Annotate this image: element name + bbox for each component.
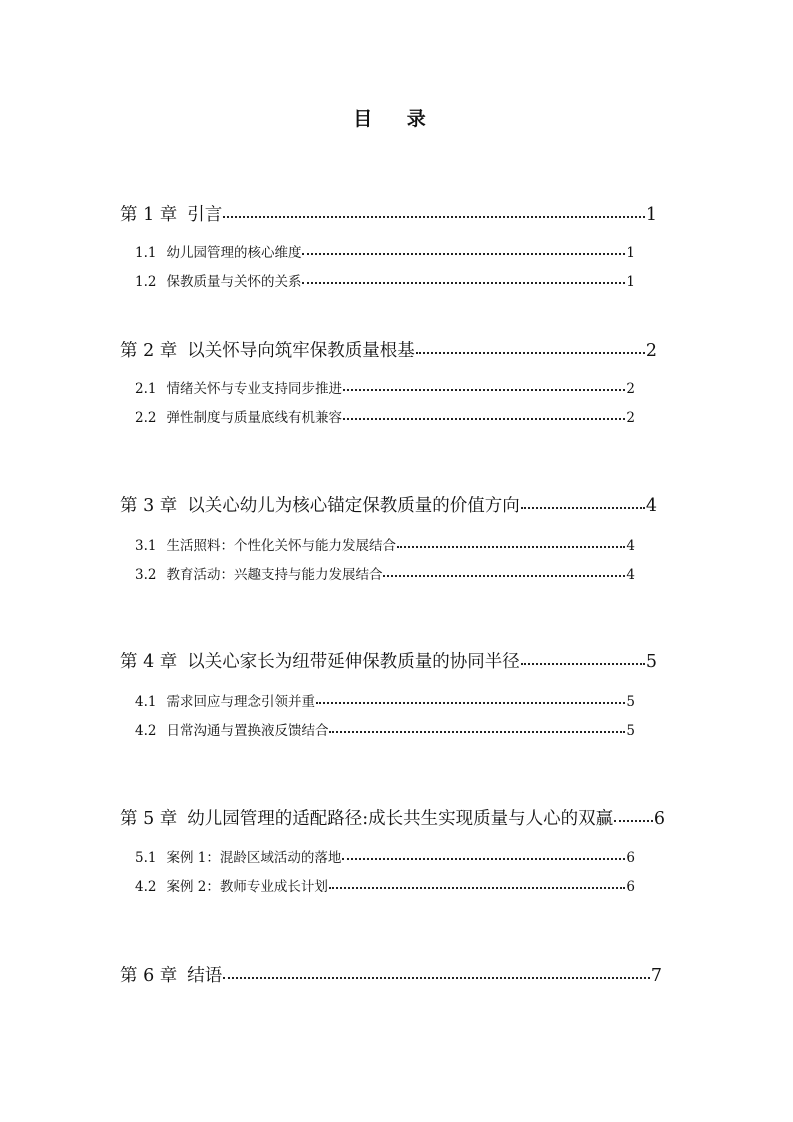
dot-leader: [342, 858, 625, 860]
toc-section-2-2[interactable]: [135, 406, 635, 426]
dot-leader: [614, 820, 653, 822]
section-title: 需求回应与理念引领并重: [166, 694, 315, 710]
chapter-title: 幼儿园管理的适配路径:成长共生实现质量与人心的双赢: [187, 809, 614, 829]
chapter-number: 第 3 章: [120, 496, 178, 516]
dot-leader: [329, 731, 625, 733]
chapter-title: 以关怀导向筑牢保教质量根基: [187, 341, 415, 361]
toc-title: 目 录: [353, 108, 440, 130]
chapter-number: 第 1 章: [120, 205, 178, 225]
section-number: 3.1: [135, 538, 157, 554]
toc-chapter-3[interactable]: [120, 492, 657, 516]
toc-section-1-2[interactable]: [135, 270, 635, 290]
chapter-number: 第 2 章: [120, 341, 178, 361]
page-number: 5: [645, 652, 657, 672]
toc-section-2-1[interactable]: [135, 377, 635, 397]
toc-section-5-1[interactable]: [135, 846, 635, 866]
section-title: 日常沟通与置换液反馈结合: [166, 723, 329, 739]
chapter-number: 第 4 章: [120, 652, 178, 672]
toc-section-4-2[interactable]: [135, 719, 635, 739]
section-number: 4.2: [135, 879, 157, 895]
toc-chapter-2[interactable]: [120, 337, 657, 361]
section-number: 1.2: [135, 274, 157, 290]
dot-leader: [302, 253, 625, 255]
toc-section-3-2[interactable]: [135, 563, 635, 583]
page-number: 1: [626, 274, 635, 290]
page-number: 5: [626, 694, 635, 710]
page-number: 4: [626, 538, 635, 554]
page-number: 7: [650, 966, 662, 986]
chapter-title: 引言: [187, 205, 223, 225]
page-number: 6: [626, 850, 635, 866]
dot-leader: [521, 663, 645, 665]
toc-section-3-1[interactable]: [135, 534, 635, 554]
section-title: 幼儿园管理的核心维度: [166, 245, 302, 261]
toc-chapter-5[interactable]: [120, 805, 665, 829]
toc-section-1-1[interactable]: [135, 241, 635, 261]
section-number: 2.1: [135, 381, 157, 397]
section-title: 案例 1：混龄区域活动的落地: [166, 850, 342, 866]
page-number: 4: [626, 567, 635, 583]
dot-leader: [223, 977, 650, 979]
chapter-title: 结语: [187, 966, 223, 986]
section-title: 生活照料：个性化关怀与能力发展结合: [166, 538, 396, 554]
dot-leader: [397, 546, 625, 548]
page-number: 6: [653, 809, 665, 829]
section-number: 4.2: [135, 723, 157, 739]
section-number: 3.2: [135, 567, 157, 583]
toc-section-4-1[interactable]: [135, 690, 635, 710]
dot-leader: [343, 418, 625, 420]
toc-chapter-1[interactable]: [120, 201, 657, 225]
page-number: 5: [626, 723, 635, 739]
section-number: 4.1: [135, 694, 157, 710]
chapter-number: 第 5 章: [120, 809, 178, 829]
dot-leader: [329, 887, 626, 889]
section-title: 案例 2：教师专业成长计划: [166, 879, 328, 895]
toc-chapter-4[interactable]: [120, 648, 657, 672]
chapter-number: 第 6 章: [120, 966, 178, 986]
toc-chapter-6[interactable]: [120, 962, 662, 986]
section-number: 5.1: [135, 850, 157, 866]
dot-leader: [316, 702, 625, 704]
page-number: 2: [626, 381, 635, 397]
dot-leader: [343, 389, 625, 391]
page-number: 2: [626, 410, 635, 426]
section-title: 弹性制度与质量底线有机兼容: [166, 410, 342, 426]
page-number: 6: [626, 879, 635, 895]
dot-leader: [302, 282, 625, 284]
dot-leader: [521, 507, 645, 509]
chapter-title: 以关心家长为纽带延伸保教质量的协同半径: [187, 652, 520, 672]
section-number: 1.1: [135, 245, 157, 261]
toc-section-5-2[interactable]: [135, 875, 635, 895]
dot-leader: [223, 216, 645, 218]
page-number: 2: [645, 341, 657, 361]
chapter-title: 以关心幼儿为核心锚定保教质量的价值方向: [187, 496, 520, 516]
page-number: 1: [626, 245, 635, 261]
dot-leader: [416, 352, 645, 354]
dot-leader: [383, 575, 625, 577]
section-title: 保教质量与关怀的关系: [166, 274, 302, 290]
section-title: 情绪关怀与专业支持同步推进: [166, 381, 342, 397]
section-number: 2.2: [135, 410, 157, 426]
page-number: 1: [645, 205, 657, 225]
page-number: 4: [645, 496, 657, 516]
section-title: 教育活动：兴趣支持与能力发展结合: [166, 567, 383, 583]
